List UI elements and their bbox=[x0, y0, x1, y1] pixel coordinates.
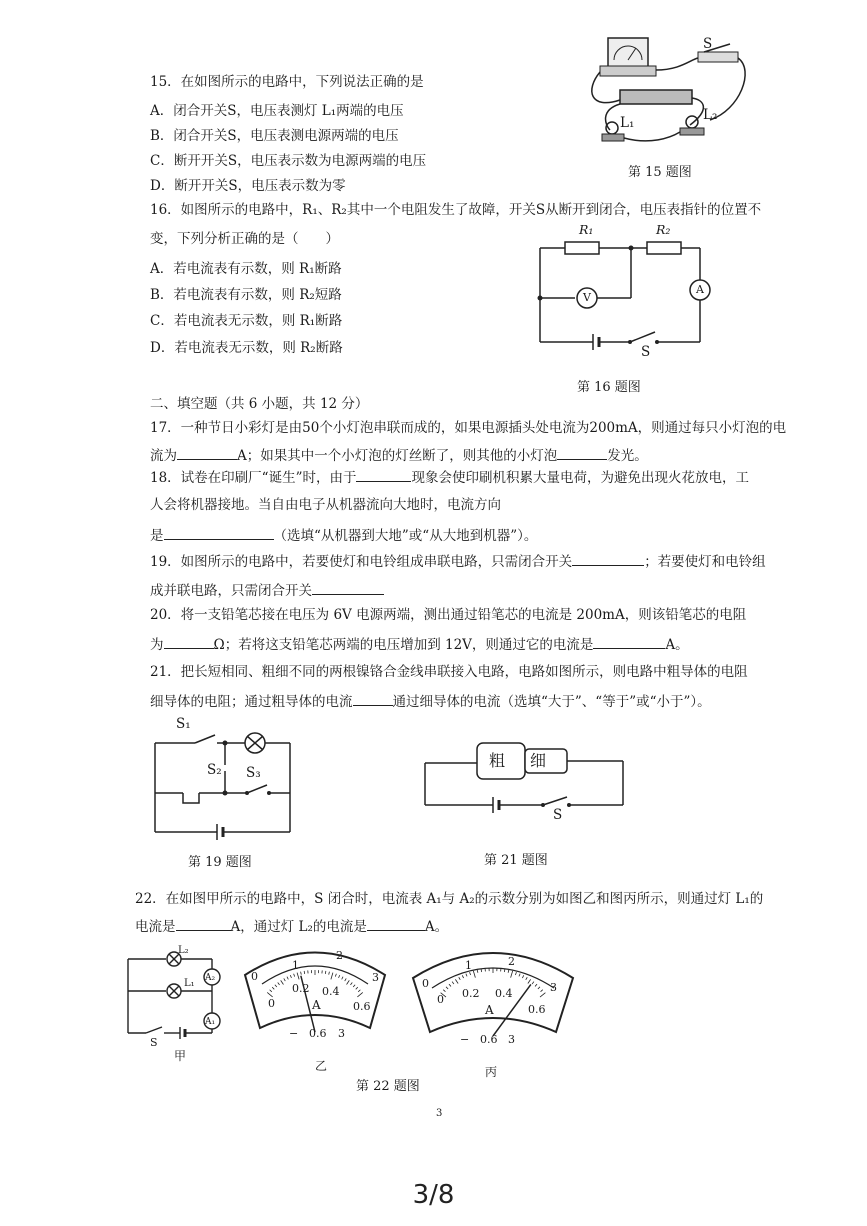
meter-bing-top-1: 1 bbox=[465, 959, 472, 972]
q15-option-c: C．断开开关S，电压表示数为电源两端的电压 bbox=[150, 153, 427, 169]
q16-caption: 第 16 题图 bbox=[577, 380, 641, 395]
meter-bing-term-minus: − bbox=[460, 1033, 470, 1046]
meter-bing-bot-3: 0.6 bbox=[528, 1003, 546, 1016]
meter-bing-top-3: 3 bbox=[550, 981, 557, 994]
meter-yi-term-3: 3 bbox=[338, 1027, 345, 1040]
q17-line2-c: 发光。 bbox=[607, 448, 648, 464]
q22-caption: 第 22 题图 bbox=[356, 1079, 420, 1094]
meter-bing-bot-2: 0.4 bbox=[495, 987, 513, 1000]
q19-caption: 第 19 题图 bbox=[188, 855, 252, 870]
q18-line3-b: （选填“从机器到大地”或“从大地到机器”）。 bbox=[273, 528, 538, 544]
q16-option-d: D．若电流表无示数，则 R₂断路 bbox=[150, 340, 343, 356]
q17-line2-a: 流为 bbox=[150, 448, 177, 464]
q20-line2-c: A。 bbox=[665, 637, 689, 653]
q21-caption: 第 21 题图 bbox=[484, 853, 548, 868]
q16-stem-line2: 变，下列分析正确的是（ ） bbox=[150, 231, 339, 247]
q16-label-r1: R₁ bbox=[579, 222, 594, 237]
q15-label-l2: L₂ bbox=[703, 107, 718, 123]
q22-line2-c: A。 bbox=[424, 919, 449, 935]
q19-blank-1[interactable] bbox=[572, 553, 644, 566]
meter-yi-top-0: 0 bbox=[251, 970, 258, 983]
q22-line2-a: 电流是 bbox=[135, 919, 176, 935]
q21-line2-b: 通过细导体的电流（选填“大于”、“等于”或“小于”）。 bbox=[392, 694, 711, 710]
meter-bing-unit: A bbox=[485, 1003, 494, 1017]
q22-label-yi: 乙 bbox=[315, 1059, 328, 1073]
meter-yi-term-minus: − bbox=[289, 1027, 299, 1040]
q21-circuit-diagram bbox=[425, 735, 635, 825]
q22-label-bing: 丙 bbox=[485, 1065, 498, 1079]
q19-line2 bbox=[150, 582, 384, 599]
q15-option-b: B．闭合开关S，电压表测电源两端的电压 bbox=[150, 128, 399, 144]
q15-option-a: A．闭合开关S，电压表测灯 L₁两端的电压 bbox=[150, 103, 404, 119]
q22-label-l2: L₂ bbox=[178, 945, 189, 956]
q22-line2 bbox=[135, 918, 448, 935]
q18-blank-1[interactable] bbox=[356, 469, 411, 482]
q16-label-v: V bbox=[583, 291, 591, 304]
q16-label-s: S bbox=[641, 344, 651, 360]
q21-label-thick: 粗 bbox=[489, 751, 506, 770]
q18-line3-a: 是 bbox=[150, 528, 164, 544]
meter-yi-unit: A bbox=[312, 998, 321, 1012]
meter-tick bbox=[304, 971, 305, 974]
meter-bing-top-2: 2 bbox=[508, 955, 515, 968]
q22-blank-1[interactable] bbox=[176, 918, 231, 931]
q22-label-jia: 甲 bbox=[174, 1049, 187, 1063]
q21-line1: 21．把长短相同、粗细不同的两根镍铬合金线串联接入电路，电路如图所示，则电路中粗导体的电阻 bbox=[150, 664, 748, 680]
q19-label-s2: S₂ bbox=[207, 762, 222, 778]
q18-line3 bbox=[150, 527, 537, 544]
meter-tick bbox=[325, 971, 326, 974]
meter-yi-bot-3: 0.6 bbox=[353, 1000, 371, 1013]
meter-yi-bot-2: 0.4 bbox=[322, 985, 340, 998]
q21-line2-a: 细导体的电阻；通过粗导体的电流 bbox=[150, 694, 353, 710]
meter-bing-top-0: 0 bbox=[422, 977, 429, 990]
q16-stem-line1: 16．如图所示的电路中，R₁、R₂其中一个电阻发生了故障，开关S从断开到闭合，电压表指针的位置不 bbox=[150, 202, 762, 218]
q22-line2-b: A，通过灯 L₂的电流是 bbox=[230, 919, 367, 935]
meter-tick bbox=[481, 969, 482, 972]
q22-meter-yi bbox=[240, 940, 390, 1040]
q15-circuit-photo bbox=[580, 30, 750, 160]
q17-line1: 17．一种节日小彩灯是由50个小灯泡串联而成的，如果电源插头处电流为200mA，则通过每只小灯泡的电 bbox=[150, 420, 787, 436]
meter-bing-bot-0: 0 bbox=[437, 993, 444, 1006]
q19-label-s1: S₁ bbox=[176, 716, 191, 732]
meter-yi-top-1: 1 bbox=[292, 959, 299, 972]
q22-blank-2[interactable] bbox=[367, 918, 425, 931]
q15-caption: 第 15 题图 bbox=[628, 165, 692, 180]
page-indicator: 3/8 bbox=[412, 1180, 455, 1210]
q19-line2-a: 成并联电路，只需闭合开关 bbox=[150, 583, 312, 599]
q19-blank-2[interactable] bbox=[312, 582, 384, 595]
meter-bing-term-3: 3 bbox=[508, 1033, 515, 1046]
q22-circuit-jia bbox=[128, 945, 238, 1055]
q15-option-d: D．断开开关S，电压表示数为零 bbox=[150, 178, 346, 194]
q17-line2 bbox=[150, 447, 648, 464]
meter-tick bbox=[504, 969, 505, 972]
q21-line2 bbox=[150, 693, 711, 710]
q19-label-s3: S₃ bbox=[246, 765, 261, 781]
q22-label-s: S bbox=[150, 1036, 158, 1049]
meter-bing-bot-1: 0.2 bbox=[462, 987, 480, 1000]
q16-option-b: B．若电流表有示数，则 R₂短路 bbox=[150, 287, 342, 303]
meter-yi-term-06: 0.6 bbox=[309, 1027, 327, 1040]
q16-label-r2: R₂ bbox=[656, 222, 671, 237]
meter-yi-bot-0: 0 bbox=[268, 997, 275, 1010]
q22-label-a2: A₂ bbox=[205, 973, 216, 983]
q19-line1-a: 19．如图所示的电路中，若要使灯和电铃组成串联电路，只需闭合开关 bbox=[150, 554, 573, 570]
q16-label-a: A bbox=[696, 283, 704, 296]
q20-line2 bbox=[150, 636, 689, 653]
q20-line1: 20．将一支铅笔芯接在电压为 6V 电源两端，测出通过铅笔芯的电流是 200mA，则该铅笔芯的电阻 bbox=[150, 607, 747, 623]
q18-line2: 人会将机器接地。当自由电子从机器流向大地时，电流方向 bbox=[150, 497, 501, 513]
meter-yi-bot-1: 0.2 bbox=[292, 982, 310, 995]
q22-label-a1: A₁ bbox=[205, 1017, 216, 1027]
q17-blank-1[interactable] bbox=[177, 447, 237, 460]
q20-blank-1[interactable] bbox=[164, 636, 214, 649]
q21-label-thin: 细 bbox=[530, 751, 547, 770]
meter-yi-top-3: 3 bbox=[372, 971, 379, 984]
q16-circuit-diagram bbox=[535, 236, 715, 356]
meter-bing-term-06: 0.6 bbox=[480, 1033, 498, 1046]
q20-blank-2[interactable] bbox=[593, 636, 665, 649]
q18-line1-a: 18．试卷在印刷厂“诞生”时，由于 bbox=[150, 470, 357, 486]
q20-line2-a: 为 bbox=[150, 637, 164, 653]
q19-line1-b: ；若要使灯和电铃组 bbox=[644, 554, 766, 570]
section2-title: 二、填空题（共 6 小题，共 12 分） bbox=[150, 396, 369, 412]
q22-line1: 22．在如图甲所示的电路中，S 闭合时，电流表 A₁与 A₂的示数分别为如图乙和图丙所示，则通过灯 L₁的 bbox=[135, 891, 764, 907]
q15-label-s: S bbox=[703, 36, 713, 52]
q16-option-a: A．若电流表有示数，则 R₁断路 bbox=[150, 261, 342, 277]
q18-line1-b: 现象会使印刷机积累大量电荷，为避免出现火花放电，工 bbox=[411, 470, 749, 486]
q17-line2-b: A；如果其中一个小灯泡的灯丝断了，则其他的小灯泡 bbox=[237, 448, 558, 464]
q16-option-c: C．若电流表无示数，则 R₁断路 bbox=[150, 313, 343, 329]
q17-blank-2[interactable] bbox=[557, 447, 607, 460]
q20-line2-b: Ω；若将这支铅笔芯两端的电压增加到 12V，则通过它的电流是 bbox=[213, 637, 594, 653]
page-number: 3 bbox=[436, 1108, 443, 1119]
q19-circuit-diagram bbox=[155, 735, 295, 835]
q19-line1 bbox=[150, 553, 766, 570]
meter-yi-top-2: 2 bbox=[336, 949, 343, 962]
q18-blank-2[interactable] bbox=[164, 527, 274, 540]
q21-label-s: S bbox=[553, 807, 563, 823]
q22-label-l1: L₁ bbox=[184, 978, 195, 989]
q15-stem: 15．在如图所示的电路中，下列说法正确的是 bbox=[150, 74, 424, 90]
q21-blank-2[interactable] bbox=[353, 693, 393, 706]
q18-line1 bbox=[150, 469, 749, 486]
q15-label-l1: L₁ bbox=[620, 115, 635, 131]
